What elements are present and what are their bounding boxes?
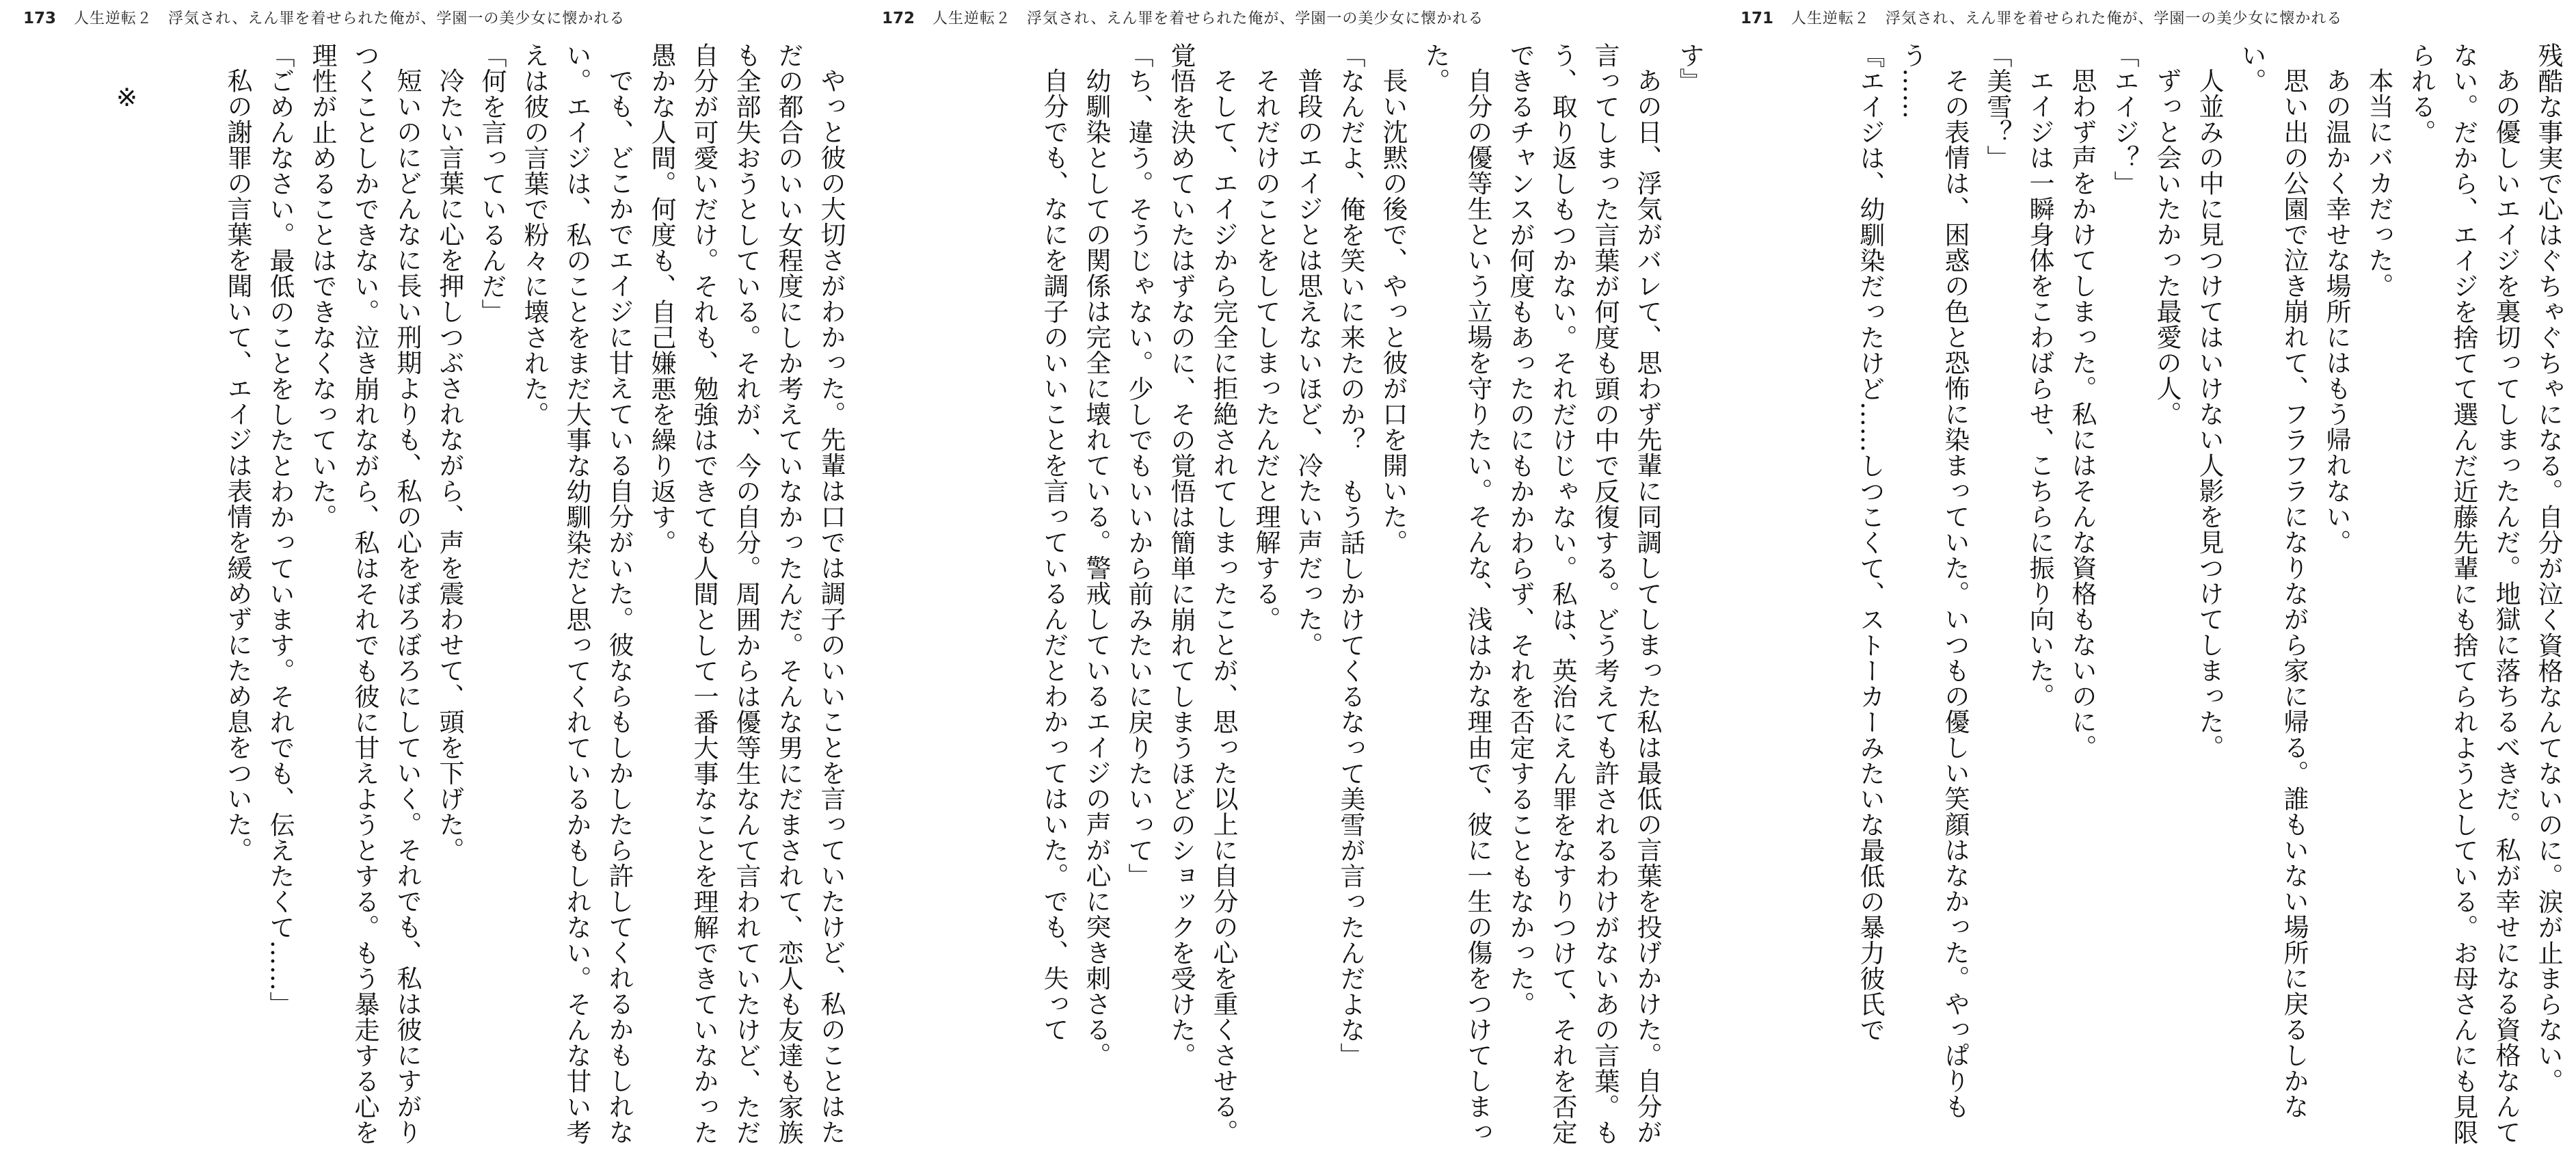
running-head bbox=[882, 7, 1484, 28]
running-head bbox=[23, 7, 625, 28]
running-title: 人生逆転２ 浮気され、えん罪を着せられた俺が、学園一の美少女に懐かれる bbox=[74, 10, 626, 27]
dialogue-line: 「ち、違う。そうじゃない。少しでもいいから前みたいに戻りたいって」 bbox=[1124, 42, 1153, 889]
paragraph: あの優しいエイジを裏切ってしまったんだ。地獄に落ちるべきだ。私が幸せになる資格なんてない。だから、エイジを捨てて選んだ近藤先輩にも捨てられようとしている。お母さんにも見限られる。 bbox=[2406, 42, 2521, 1145]
paragraph-continued: す』 bbox=[1675, 42, 1704, 94]
paragraph: それだけのことをしてしまったんだと理解する。 bbox=[1251, 68, 1280, 632]
page-number: 172 bbox=[882, 10, 915, 27]
dialogue-line: 「なんだよ、俺を笑いに来たのか？ もう話しかけてくるなって美雪が言ったんだよな」 bbox=[1336, 42, 1365, 1068]
paragraph: 冷たい言葉に心を押しつぶされながら、声を震わせて、頭を下げた。 bbox=[435, 68, 464, 863]
running-head bbox=[1741, 7, 2342, 28]
paragraph: 思い出の公園で泣き崩れて、フラフラになりながら家に帰る。誰もいない場所に戻るしかない。 bbox=[2237, 42, 2309, 1119]
paragraph: 普段のエイジとは思えないほど、冷たい声だった。 bbox=[1293, 68, 1323, 658]
section-break-mark: ※ bbox=[112, 83, 142, 113]
dialogue-line: 「美雪？」 bbox=[1983, 42, 2012, 171]
body-text bbox=[1738, 42, 2569, 1153]
paragraph: ずっと会いたかった最愛の人。 bbox=[2152, 68, 2182, 427]
dialogue-line: 『エイジは、幼馴染だったけど……しつこくて、ストーカーみたいな最低の暴力彼氏で bbox=[1855, 42, 1885, 1043]
paragraph-continued: 残酷な事実で心はぐちゃぐちゃになる。自分が泣く資格なんてないのに。涙が止まらない。 bbox=[2534, 42, 2563, 1094]
dialogue-line: 「ごめんなさい。最低のことをしたとわかっています。それでも、伝えたくて……」 bbox=[265, 42, 295, 1017]
paragraph: その表情は、困惑の色と恐怖に染まっていた。いつもの優しい笑顔はなかった。やっぱりもう…… bbox=[1898, 42, 1970, 1119]
dialogue-line: 「何を言っているんだ」 bbox=[477, 42, 507, 325]
page-172 bbox=[859, 0, 1717, 1153]
paragraph: 本当にバカだった。 bbox=[2364, 68, 2393, 299]
page-173 bbox=[0, 0, 859, 1153]
paragraph: 幼馴染としての関係は完全に壊れている。警戒しているエイジの声が心に突き刺さる。 bbox=[1082, 68, 1111, 1068]
dialogue-line: 「エイジ？」 bbox=[2110, 42, 2139, 196]
paragraph: でも、どこかでエイジに甘えている自分がいた。彼ならもしかしたら許してくれるかもしれない。エイジは、私のことをまだ大事な幼馴染だと思ってくれているかもしれない。そんな甘い考えは彼の言葉で粉々に壊された。 bbox=[520, 42, 634, 1145]
body-text bbox=[879, 42, 1710, 1153]
paragraph: エイジは一瞬身体をこわばらせ、こちらに振り向いた。 bbox=[2025, 68, 2054, 709]
paragraph: 思わず声をかけてしまった。私にはそんな資格もないのに。 bbox=[2067, 68, 2097, 760]
paragraph: あの日、浮気がバレて、思わず先輩に同調してしまった私は最低の言葉を投げかけた。自分が言ってしまった言葉が何度も頭の中で反復する。どう考えても許されるわけがないあの言葉。もう、取り返しもつかない。それだけじゃない。私は、英治にえん罪をなすりつけて、それを否定できるチャンスが何度もあったのにもかかわらず、それを否定することもなかった。 bbox=[1505, 42, 1662, 1145]
page-171 bbox=[1717, 0, 2576, 1153]
paragraph: 私の謝罪の言葉を聞いて、エイジは表情を緩めずにため息をついた。 bbox=[223, 68, 252, 863]
running-title: 人生逆転２ 浮気され、えん罪を着せられた俺が、学園一の美少女に懐かれる bbox=[1791, 10, 2343, 27]
paragraph: 長い沈黙の後で、やっと彼が口を開いた。 bbox=[1378, 68, 1408, 555]
paragraph: 短いのにどんなに長い刑期よりも、私の心をぼろぼろにしていく。それでも、私は彼にすがりつくことしかできない。泣き崩れながら、私はそれでも彼に甘えようとする。もう暴走する心を理性が止めることはできなくなっていた。 bbox=[308, 42, 422, 1145]
page-number: 173 bbox=[23, 10, 57, 27]
paragraph: やっと彼の大切さがわかった。先輩は口では調子のいいことを言っていたけど、私のことはただの都合のいい女程度にしか考えていなかったんだ。そんな男にだまされて、恋人も友達も家族も全部失おうとしている。それが、今の自分。周囲からは優等生なんて言われていたけど、ただ自分が可愛いだけ。それも、勉強はできても人間として一番大事なことを理解できていなかった愚かな人間。何度も、自己嫌悪を繰り返す。 bbox=[647, 42, 846, 1145]
paragraph: あの温かく幸せな場所にはもう帰れない。 bbox=[2322, 68, 2351, 555]
page-number: 171 bbox=[1741, 10, 1774, 27]
running-title: 人生逆転２ 浮気され、えん罪を着せられた俺が、学園一の美少女に懐かれる bbox=[933, 10, 1484, 27]
paragraph: 自分の優等生という立場を守りたい。そんな、浅はかな理由で、彼に一生の傷をつけてしまった。 bbox=[1421, 42, 1492, 1145]
paragraph: 自分でも、なにを調子のいいことを言っているんだとわかってはいた。でも、失って bbox=[1039, 68, 1069, 1042]
paragraph: そして、エイジから完全に拒絶されてしまったことが、思った以上に自分の心を重くさせる。覚悟を決めていたはずなのに、その覚悟は簡単に崩れてしまうほどのショックを受けた。 bbox=[1166, 42, 1238, 1145]
body-text bbox=[65, 42, 852, 1153]
paragraph: 人並みの中に見つけてはいけない人影を見つけてしまった。 bbox=[2195, 68, 2224, 760]
